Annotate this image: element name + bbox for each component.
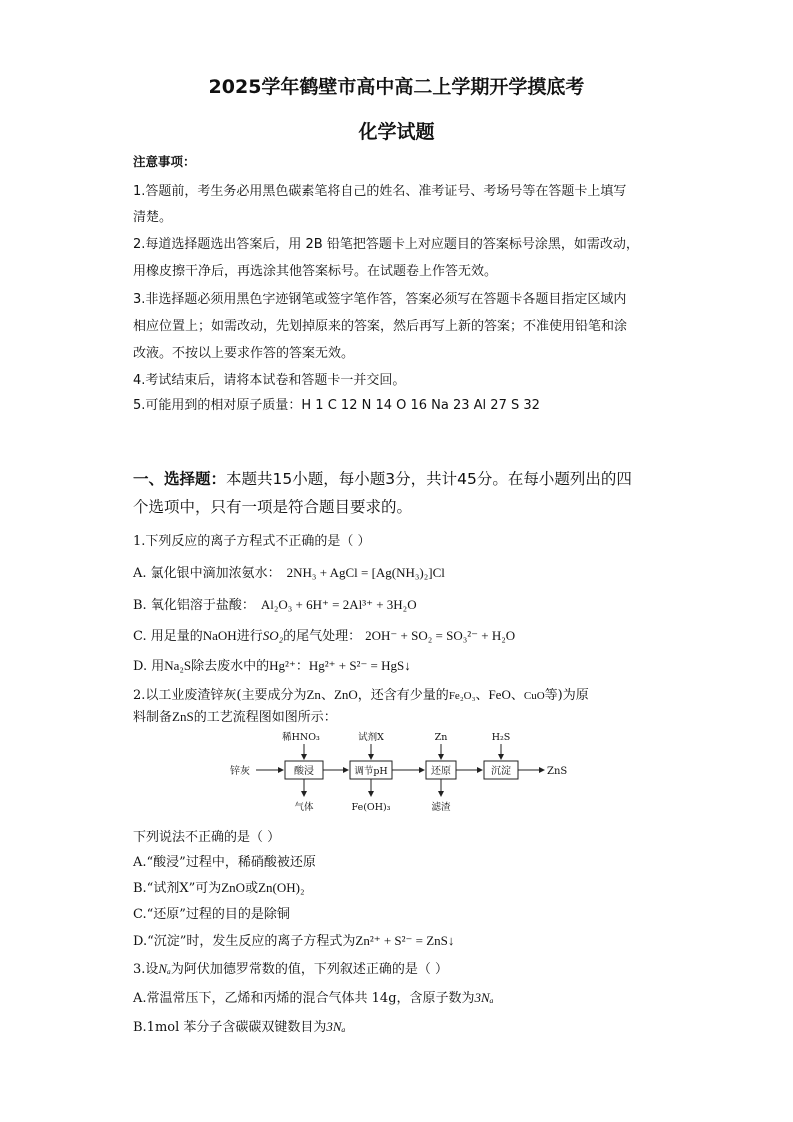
q2-d-text: D.“沉淀”时，发生反应的离子方程式为 <box>133 934 356 949</box>
q2-s1i: 、 <box>510 688 524 703</box>
flow-bottom-product: 滤渣 <box>431 802 451 813</box>
exam-subtitle: 化学试题 <box>358 121 435 143</box>
flow-top-reagent: H₂S <box>491 732 511 743</box>
flow-top-reagent: 试剂X <box>358 732 384 743</box>
section-heading <box>133 467 632 489</box>
q2-option-a: A.“酸浸”过程中，稀硝酸被还原 <box>133 855 316 870</box>
q3-option-a <box>133 987 494 1006</box>
q2-s1j: CuO <box>523 690 545 702</box>
q2-option-d <box>133 930 454 949</box>
q2-s1d: ZnO <box>333 687 358 702</box>
notice-line: 清楚。 <box>133 210 173 225</box>
q2-stem-line1 <box>133 684 589 703</box>
q1-d-text1: D. 用 <box>133 659 165 674</box>
q2-d-equation: Zn²⁺ + S²⁻ = ZnS↓ <box>355 933 455 948</box>
q1-b-equation: Al₂O₃ + 6H⁺ = 2Al³⁺ + 3H₂O <box>260 597 417 612</box>
q1-a-equation: 2NH₃ + AgCl = [Ag(NH₃)₂]Cl <box>286 565 445 580</box>
q3-a-equation: 3Nₐ <box>474 990 494 1005</box>
q2-s1b: Zn <box>306 687 321 702</box>
q2-option-b <box>133 877 304 896</box>
flow-box-label: 调节pH <box>354 766 388 777</box>
q3-stem <box>133 958 448 977</box>
q2-s1h: FeO <box>488 687 511 702</box>
notice-line: 5.可能用到的相对原子质量：H 1 C 12 N 14 O 16 Na 23 Al 27 S 32 <box>133 398 540 413</box>
q1-d-na2s: Na₂S <box>164 658 192 673</box>
q1-option-c <box>133 625 515 644</box>
notice-line: 用橡皮擦干净后，再选涂其他答案标号。在试题卷上作答无效。 <box>133 264 498 279</box>
notice-heading: 注意事项： <box>133 154 196 169</box>
q1-a-text: A. 氯化银中滴加浓氨水： <box>133 566 281 581</box>
q1-option-a <box>133 562 445 581</box>
q1-option-d <box>133 655 411 674</box>
q2-option-c: C.“还原”过程的目的是除铜 <box>133 907 290 922</box>
notice-line: 相应位置上；如需改动，先划掉原来的答案，然后再写上新的答案；不准使用铅笔和涂 <box>133 319 628 334</box>
q1-c-text3: 的尾气处理： <box>283 629 362 644</box>
q1-d-equation: Hg²⁺ + S²⁻ = HgS↓ <box>308 658 411 673</box>
q3-a-text: A.常温常压下，乙烯和丙烯的混合气体共 14g，含原子数为 <box>133 991 475 1006</box>
notice-line: 1.答题前，考生务必用黑色碳素笔将自己的姓名、准考证号、考场号等在答题卡上填写 <box>133 184 627 199</box>
flow-output-label: ZnS <box>547 766 568 777</box>
q2-s2a: 料制备 <box>133 710 173 725</box>
process-flow-diagram <box>228 728 598 818</box>
section-desc-1: 本题共15小题，每小题3分，共计45分。在每小题列出的四 <box>226 470 632 488</box>
q1-c-naoh: NaOH <box>202 628 237 643</box>
q2-s2c: 的工艺流程图如图所示： <box>193 710 337 725</box>
q1-c-text2: 进行 <box>236 629 263 644</box>
q2-s2b: ZnS <box>172 709 194 724</box>
q3-s1: 3.设 <box>133 962 159 977</box>
q2-s1k: 等)为原 <box>544 688 589 703</box>
flow-bottom-product: 气体 <box>294 802 314 813</box>
q3-b-equation: 3Nₐ <box>326 1019 346 1034</box>
notice-line: 改液。不按以上要求作答的答案无效。 <box>133 346 355 361</box>
exam-title: 2025学年鹤壁市高中高二上学期开学摸底考 <box>208 76 585 98</box>
flow-input-label: 锌灰 <box>230 766 250 777</box>
q3-s2: 为阿伏加德罗常数的值，下列叙述正确的是（ ） <box>170 962 449 977</box>
q1-b-text: B. 氧化铝溶于盐酸： <box>133 598 255 613</box>
q2-s1a: 2.以工业废渣锌灰(主要成分为 <box>133 688 307 703</box>
q1-d-text3: ： <box>295 659 309 674</box>
flow-box-label: 还原 <box>431 766 451 777</box>
q2-stem-line2 <box>133 706 337 725</box>
flow-top-reagent: Zn <box>434 732 448 743</box>
q2-b-text: B.“试剂X”可为 <box>133 881 222 896</box>
q1-option-b <box>133 594 417 613</box>
q1-c-so2: SO₂ <box>262 628 284 643</box>
section-desc-2: 个选项中，只有一项是符合题目要求的。 <box>133 498 413 516</box>
q1-stem: 1.下列反应的离子方程式不正确的是（ ） <box>133 534 371 549</box>
q3-b-text: B.1mol 苯分子含碳碳双键数目为 <box>133 1020 327 1035</box>
q2-s1g: 、 <box>475 688 489 703</box>
flow-box-label: 酸浸 <box>294 766 314 777</box>
notice-line: 3.非选择题必须用黑色字迹钢笔或签字笔作答，答案必须写在答题卡各题目指定区域内 <box>133 292 627 307</box>
q1-d-hg: Hg²⁺ <box>269 658 296 673</box>
flow-box-label: 沉淀 <box>491 766 511 777</box>
flow-top-reagent: 稀HNO₃ <box>282 732 320 743</box>
q2-s1e: ，还含有少量的 <box>357 688 449 703</box>
q2-b-equation: ZnO或Zn(OH)₂ <box>221 880 305 895</box>
notice-line: 4.考试结束后，请将本试卷和答题卡一并交回。 <box>133 373 406 388</box>
q2-prompt: 下列说法不正确的是（ ） <box>133 830 281 845</box>
q2-s1c: 、 <box>320 688 334 703</box>
q3-option-b <box>133 1016 345 1035</box>
section-label: 一、选择题： <box>133 470 227 488</box>
q1-c-text1: C. 用足量的 <box>133 629 203 644</box>
q1-c-equation: 2OH⁻ + SO₂ = SO₃²⁻ + H₂O <box>365 628 516 643</box>
notice-line: 2.每道选择题选出答案后，用 2B 铅笔把答题卡上对应题目的答案标号涂黑，如需改动， <box>133 237 639 252</box>
q1-d-text2: 除去废水中的 <box>191 659 270 674</box>
q3-na: Nₐ <box>158 961 171 976</box>
q2-s1f: Fe₂O₃ <box>448 690 476 702</box>
flow-bottom-product: Fe(OH)₃ <box>351 802 391 813</box>
